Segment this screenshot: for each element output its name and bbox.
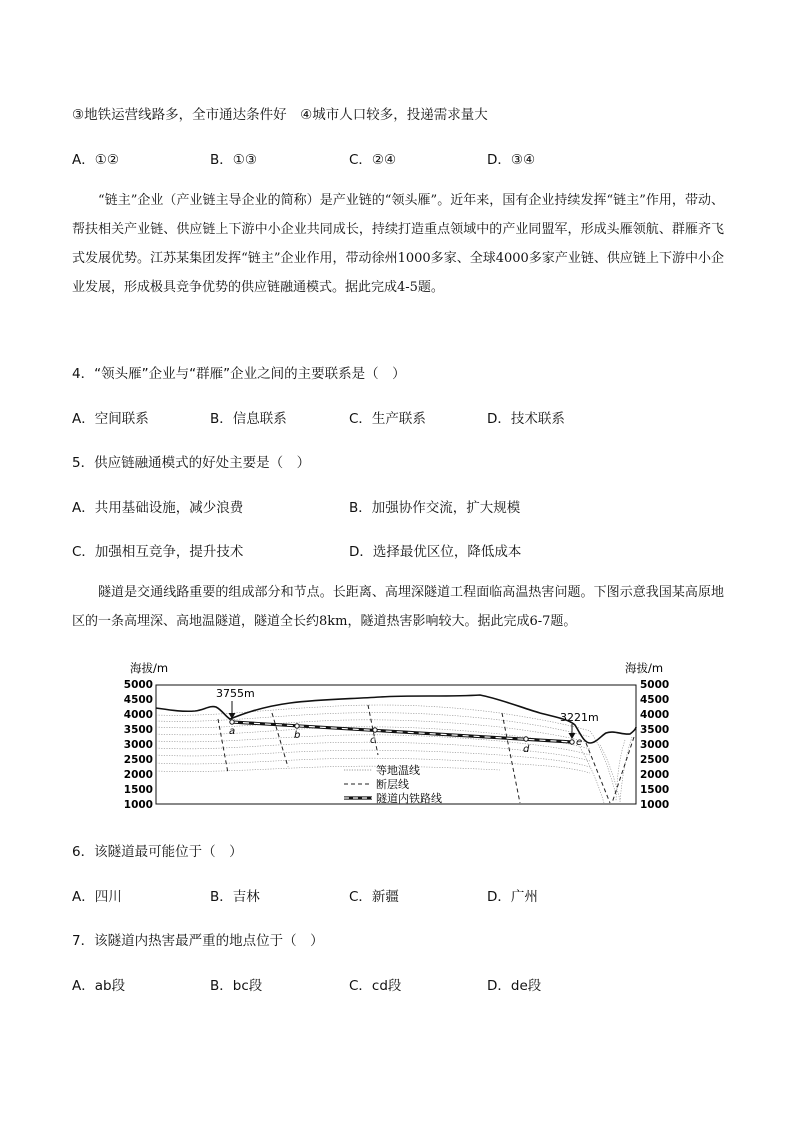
elevation-e-label: 3221m — [560, 711, 599, 724]
q4-stem: 4．“领头雁”企业与“群雁”企业之间的主要联系是（ ） — [72, 366, 406, 382]
isotherm-valley-2 — [600, 745, 620, 800]
fault-1 — [218, 719, 228, 773]
point-d-marker — [524, 737, 528, 741]
tick-right-1000: 1000 — [640, 799, 670, 811]
tunnel-profile-figure — [120, 655, 680, 815]
tick-right-2000: 2000 — [640, 769, 670, 781]
right-ticks — [640, 679, 669, 811]
q4-option-d[interactable]: D．技术联系 — [487, 411, 565, 427]
q3-option-b[interactable]: B．①③ — [210, 152, 257, 168]
point-c-marker — [373, 728, 377, 732]
tick-left-2500: 2500 — [123, 754, 153, 766]
isotherm-valley-5 — [620, 737, 632, 802]
axis-right-label: 海拔/m — [625, 661, 664, 675]
point-b-marker — [295, 724, 299, 728]
tick-right-4500: 4500 — [640, 694, 670, 706]
tick-right-2500: 2500 — [640, 754, 670, 766]
q3-option-a[interactable]: A．①② — [72, 152, 119, 168]
axis-left-label: 海拔/m — [130, 661, 169, 675]
passage-chain-leader: “链主”企业（产业链主导企业的简称）是产业链的“领头雁”。近年来，国有企业持续发挥“链主”作用，带动、帮扶相关产业链、供应链上下游中小企业共同成长，持续打造重点领域中的产业同盟军，形成头雁领航、群雁齐飞式发展优势。江苏某集团发挥“链主”企业作用，带动徐州1000多家、全球4000多家产业链、供应链上下游中小企业发展，形成极具竞争优势的供应链融通模式。据此完成4-5题。 — [72, 193, 724, 295]
q7-option-b[interactable]: B．bc段 — [210, 978, 263, 994]
tick-left-4500: 4500 — [123, 694, 153, 706]
q6-option-a[interactable]: A．四川 — [72, 889, 122, 905]
q3-option-d[interactable]: D．③④ — [487, 152, 536, 168]
q5-option-b[interactable]: B．加强协作交流，扩大规模 — [349, 500, 521, 516]
tunnel-profile-svg — [120, 655, 680, 815]
q6-stem: 6．该隧道最可能位于（ ） — [72, 844, 243, 860]
q7-option-d[interactable]: D．de段 — [487, 978, 542, 994]
q7-option-a[interactable]: A．ab段 — [72, 978, 126, 994]
elevation-a-label: 3755m — [216, 687, 255, 700]
tick-left-5000: 5000 — [123, 679, 153, 691]
legend-fault-label: 断层线 — [376, 778, 409, 791]
q4-option-b[interactable]: B．信息联系 — [210, 411, 287, 427]
q4-option-c[interactable]: C．生产联系 — [349, 411, 426, 427]
fault-2 — [272, 713, 288, 767]
fault-6 — [612, 737, 634, 803]
point-d-label: d — [523, 744, 530, 755]
q6-option-c[interactable]: C．新疆 — [349, 889, 399, 905]
tick-right-1500: 1500 — [640, 784, 670, 796]
q7-stem: 7．该隧道内热害最严重的地点位于（ ） — [72, 933, 324, 949]
tick-left-4000: 4000 — [123, 709, 153, 721]
left-ticks — [124, 679, 153, 811]
q6-option-b[interactable]: B．吉林 — [210, 889, 260, 905]
tick-left-2000: 2000 — [123, 769, 153, 781]
figure-legend — [344, 763, 442, 805]
q4-option-a[interactable]: A．空间联系 — [72, 411, 149, 427]
legend-railway-label: 隧道内铁路线 — [376, 792, 442, 805]
legend-isotherm-label: 等地温线 — [376, 764, 420, 777]
isotherm-valley-3 — [580, 747, 604, 803]
fault-4 — [502, 713, 520, 803]
tick-right-5000: 5000 — [640, 679, 670, 691]
elevation-e-arrowhead — [569, 733, 576, 739]
point-e-marker — [570, 740, 574, 744]
q5-option-c[interactable]: C．加强相互竞争，提升技术 — [72, 544, 244, 560]
tick-left-1000: 1000 — [123, 799, 153, 811]
point-a-label: a — [229, 726, 236, 737]
point-c-label: c — [370, 735, 376, 746]
passage-tunnel: 隧道是交通线路重要的组成部分和节点。长距离、高埋深隧道工程面临高温热害问题。下图示意我国某高原地区的一条高埋深、高地温隧道，隧道全长约8km，隧道热害影响较大。据此完成6-7题。 — [72, 585, 724, 629]
q7-option-c[interactable]: C．cd段 — [349, 978, 402, 994]
point-a-marker — [230, 720, 234, 724]
tick-right-4000: 4000 — [640, 709, 670, 721]
point-b-label: b — [294, 730, 301, 741]
q6-option-d[interactable]: D．广州 — [487, 889, 538, 905]
q5-stem: 5．供应链融通模式的好处主要是（ ） — [72, 455, 311, 471]
tick-right-3000: 3000 — [640, 739, 670, 751]
tick-left-3000: 3000 — [123, 739, 153, 751]
q3-option-c[interactable]: C．②④ — [349, 152, 397, 168]
q5-option-d[interactable]: D．选择最优区位，降低成本 — [349, 544, 522, 560]
tick-right-3500: 3500 — [640, 724, 670, 736]
tick-left-3500: 3500 — [123, 724, 153, 736]
q5-option-a[interactable]: A．共用基础设施，减少浪费 — [72, 500, 244, 516]
isotherm-9 — [156, 766, 500, 771]
point-e-label: e — [576, 737, 583, 748]
tick-left-1500: 1500 — [123, 784, 153, 796]
q3-statement-34: ③地铁运营线路多，全市通达条件好 ④城市人口较多，投递需求量大 — [72, 107, 488, 123]
